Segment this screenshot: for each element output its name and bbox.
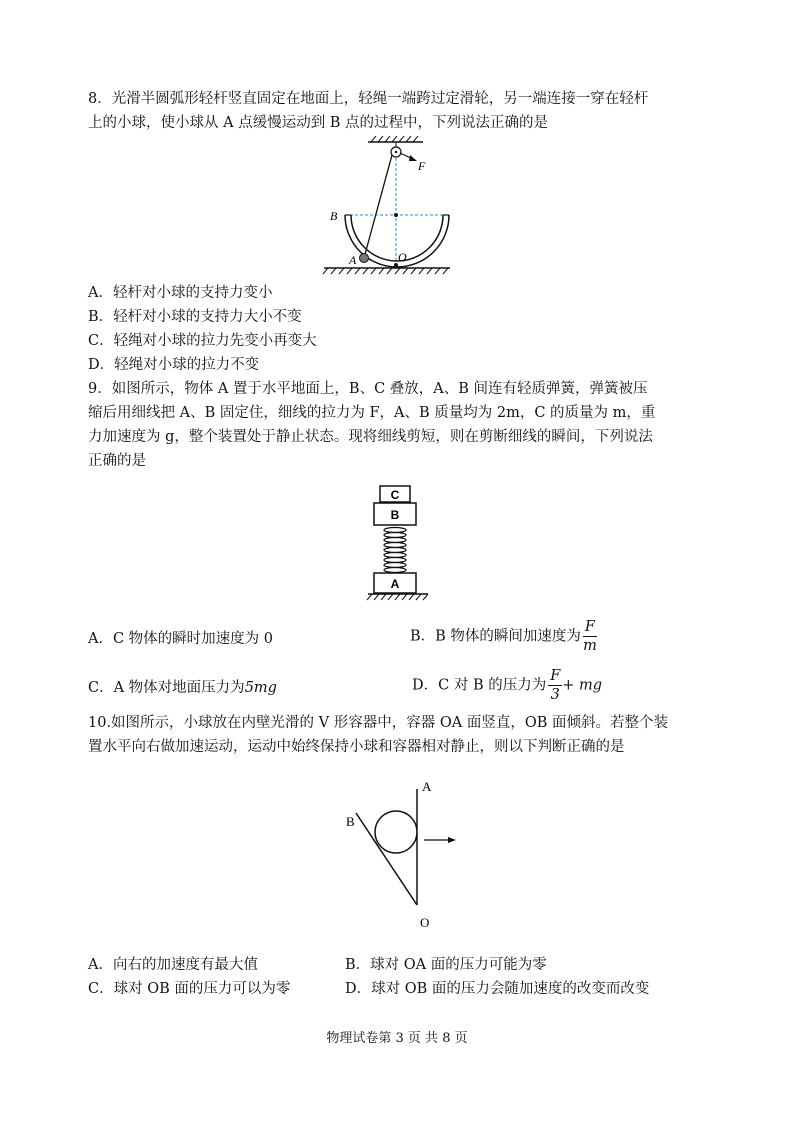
q9-option-b-numerator: F xyxy=(584,619,595,635)
q8-label-F: F xyxy=(418,159,426,173)
q9-option-b-fraction xyxy=(583,618,597,655)
q9-stem-line1: 9．如图所示，物体 A 置于水平地面上，B、C 叠放，A、B 间连有轻质弹簧，弹簧被压 xyxy=(88,381,648,397)
q9-option-d-denominator: 3 xyxy=(550,687,560,703)
q8-label-B: B xyxy=(330,209,338,223)
q9-stem-line4: 正确的是 xyxy=(88,453,146,469)
q10-stem-line2: 置水平向右做加速运动，运动中始终保持小球和容器相对静止，则以下判断正确的是 xyxy=(88,739,625,755)
q8-label-O: O xyxy=(398,250,407,264)
q9-option-b-denominator: m xyxy=(583,638,597,654)
q9-label-C: C xyxy=(390,488,400,502)
q10-label-A: A xyxy=(422,779,432,794)
q8-option-d: D．轻绳对小球的拉力不变 xyxy=(88,357,260,373)
q8-stem-line2: 上的小球，使小球从 A 点缓慢运动到 B 点的过程中，下列说法正确的是 xyxy=(88,115,549,131)
q9-option-b xyxy=(410,618,597,655)
q9-stem-line3: 力加速度为 g，整个装置处于静止状态。现将细线剪短，则在剪断细线的瞬间，下列说法 xyxy=(88,429,653,445)
q9-option-d-text: D．C 对 B 的压力为 xyxy=(412,677,547,694)
q8-figure xyxy=(318,136,458,276)
q10-label-O: O xyxy=(420,915,430,930)
q9-option-c xyxy=(88,678,277,698)
q10-label-B: B xyxy=(346,814,355,829)
q8-stem-line1: 8．光滑半圆弧形轻杆竖直固定在地面上，轻绳一端跨过定滑轮，另一端连接一穿在轻杆 xyxy=(88,91,649,107)
q9-option-d-fraction xyxy=(548,667,562,704)
q9-option-c-text: C．A 物体对地面压力为 xyxy=(88,680,245,696)
q9-option-a: A．C 物体的瞬时加速度为 0 xyxy=(88,631,274,647)
q9-stem-line2: 缩后用细线把 A、B 固定住，细线的拉力为 F，A、B 质量均为 2m，C 的质量为 m，重 xyxy=(88,405,656,421)
q9-figure xyxy=(364,484,434,606)
q8-label-A: A xyxy=(349,253,357,267)
q9-label-B: B xyxy=(390,508,400,522)
q10-figure xyxy=(340,775,470,930)
q8-option-b: B．轻杆对小球的支持力大小不变 xyxy=(88,309,302,325)
q9-option-c-value: 5mg xyxy=(244,680,277,696)
q8-option-a: A．轻杆对小球的支持力变小 xyxy=(88,285,273,301)
q10-option-a: A．向右的加速度有最大值 xyxy=(88,957,258,973)
q8-option-c: C．轻绳对小球的拉力先变小再变大 xyxy=(88,333,317,349)
q9-label-A: A xyxy=(390,577,400,591)
page-footer: 物理试卷第 3 页 共 8 页 xyxy=(326,1031,468,1046)
q10-option-b: B．球对 OA 面的压力可能为零 xyxy=(345,957,547,973)
q9-option-d xyxy=(412,667,602,704)
q10-option-d: D．球对 OB 面的压力会随加速度的改变而改变 xyxy=(345,981,650,997)
q10-option-c: C．球对 OB 面的压力可以为零 xyxy=(88,981,291,997)
q10-stem-line1: 10.如图所示，小球放在内壁光滑的 V 形容器中，容器 OA 面竖直，OB 面倾斜。若整个装 xyxy=(88,715,668,731)
q9-option-b-text: B．B 物体的瞬间加速度为 xyxy=(410,628,581,645)
q9-option-d-suffix: + mg xyxy=(562,677,603,694)
q9-option-d-numerator: F xyxy=(550,668,561,684)
